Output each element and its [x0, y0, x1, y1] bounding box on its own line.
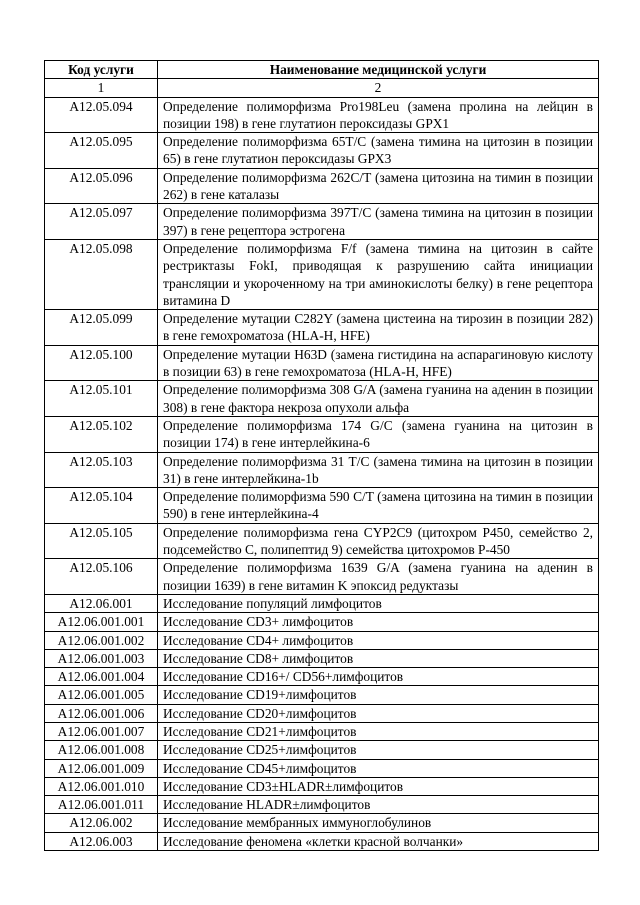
table-row [45, 452, 599, 488]
table-row [45, 488, 599, 524]
table-row [45, 814, 599, 832]
service-name: Определение полиморфизма 308 G/A (замена гуанина на аденин в позиции 308) в гене фактора некроза опухоли альфа [158, 381, 599, 417]
table-body [45, 97, 599, 850]
column-header-code: Код услуги [45, 61, 158, 79]
service-name: Исследование CD45+лимфоцитов [158, 759, 599, 777]
table-row [45, 668, 599, 686]
service-name: Исследование популяций лимфоцитов [158, 594, 599, 612]
table-row [45, 777, 599, 795]
service-name: Исследование мембранных иммуноглобулинов [158, 814, 599, 832]
service-code: A12.06.001.009 [45, 759, 158, 777]
service-name: Определение мутации C282Y (замена цистеина на тирозин в позиции 282) в гене гемохроматоза (HLA-H, HFE) [158, 310, 599, 346]
service-name: Определение полиморфизма 31 T/C (замена тимина на цитозин в позиции 31) в гене интерлейкина-1b [158, 452, 599, 488]
service-name: Исследование CD20+лимфоцитов [158, 704, 599, 722]
service-code: A12.06.001.006 [45, 704, 158, 722]
table-row [45, 704, 599, 722]
table-row [45, 741, 599, 759]
service-name: Определение полиморфизма гена CYP2C9 (цитохром P450, семейство 2, подсемейство C, полипептид 9) семейства цитохромов P-450 [158, 523, 599, 559]
service-name: Определение полиморфизма 397T/C (замена тимина на цитозин в позиции 397) в гене рецептора эстрогена [158, 204, 599, 240]
table-row [45, 594, 599, 612]
service-name: Определение полиморфизма Pro198Leu (замена пролина на лейцин в позиции 198) в гене глутатион пероксидазы GPX1 [158, 97, 599, 133]
service-code: A12.06.001.007 [45, 722, 158, 740]
service-code: A12.05.102 [45, 416, 158, 452]
service-code: A12.06.001.002 [45, 631, 158, 649]
service-code: A12.06.001.010 [45, 777, 158, 795]
service-name: Определение полиморфизма F/f (замена тимина на цитозин в сайте рестриктазы FokI, приводящая к разрушению сайта инициации трансляции и укороченному на три аминокислоты белку) в гене рецептора витамина D [158, 239, 599, 309]
table-row [45, 649, 599, 667]
service-name: Определение мутации H63D (замена гистидина на аспарагиновую кислоту в позиции 63) в гене гемохроматоза (HLA-H, HFE) [158, 345, 599, 381]
service-name: Исследование CD3+ лимфоцитов [158, 613, 599, 631]
service-name: Определение полиморфизма 1639 G/A (замена гуанина на аденин в позиции 1639) в гене витамин K эпоксид редуктазы [158, 559, 599, 595]
document-page [44, 60, 598, 851]
table-row [45, 345, 599, 381]
service-name: Исследование HLADR±лимфоцитов [158, 796, 599, 814]
table-row [45, 613, 599, 631]
table-row [45, 722, 599, 740]
table-header [45, 61, 599, 98]
service-code: A12.05.094 [45, 97, 158, 133]
service-code: A12.05.104 [45, 488, 158, 524]
service-name: Определение полиморфизма 174 G/C (замена гуанина на цитозин в позиции 174) в гене интерлейкина-6 [158, 416, 599, 452]
service-name: Определение полиморфизма 590 C/T (замена цитозина на тимин в позиции 590) в гене интерлейкина-4 [158, 488, 599, 524]
column-number-1: 1 [45, 79, 158, 97]
service-name: Определение полиморфизма 65T/C (замена тимина на цитозин в позиции 65) в гене глутатион пероксидазы GPX3 [158, 133, 599, 169]
service-name: Исследование CD8+ лимфоцитов [158, 649, 599, 667]
service-code: A12.05.095 [45, 133, 158, 169]
service-code: A12.06.001.008 [45, 741, 158, 759]
service-code: A12.05.105 [45, 523, 158, 559]
service-code: A12.06.001.004 [45, 668, 158, 686]
services-table [44, 60, 599, 851]
service-name: Исследование CD25+лимфоцитов [158, 741, 599, 759]
column-number-2: 2 [158, 79, 599, 97]
service-code: A12.05.103 [45, 452, 158, 488]
service-name: Исследование CD16+/ CD56+лимфоцитов [158, 668, 599, 686]
service-code: A12.05.098 [45, 239, 158, 309]
table-row [45, 686, 599, 704]
service-code: A12.06.001 [45, 594, 158, 612]
table-row [45, 168, 599, 204]
table-row [45, 832, 599, 850]
table-row [45, 204, 599, 240]
service-name: Исследование CD3±HLADR±лимфоцитов [158, 777, 599, 795]
service-code: A12.06.001.005 [45, 686, 158, 704]
column-header-name: Наименование медицинской услуги [158, 61, 599, 79]
service-name: Определение полиморфизма 262C/T (замена цитозина на тимин в позиции 262) в гене каталазы [158, 168, 599, 204]
service-code: A12.06.002 [45, 814, 158, 832]
service-code: A12.05.101 [45, 381, 158, 417]
service-name: Исследование феномена «клетки красной волчанки» [158, 832, 599, 850]
table-row [45, 239, 599, 309]
column-number-row [45, 79, 599, 97]
table-row [45, 381, 599, 417]
service-code: A12.06.001.001 [45, 613, 158, 631]
service-name: Исследование CD21+лимфоцитов [158, 722, 599, 740]
table-row [45, 559, 599, 595]
table-row [45, 523, 599, 559]
table-row [45, 133, 599, 169]
service-code: A12.05.097 [45, 204, 158, 240]
service-name: Исследование CD4+ лимфоцитов [158, 631, 599, 649]
service-code: A12.06.001.003 [45, 649, 158, 667]
header-row [45, 61, 599, 79]
table-row [45, 310, 599, 346]
table-row [45, 631, 599, 649]
service-code: A12.06.003 [45, 832, 158, 850]
table-row [45, 759, 599, 777]
service-code: A12.05.096 [45, 168, 158, 204]
service-code: A12.05.100 [45, 345, 158, 381]
table-row [45, 796, 599, 814]
service-code: A12.06.001.011 [45, 796, 158, 814]
service-code: A12.05.099 [45, 310, 158, 346]
table-row [45, 97, 599, 133]
table-row [45, 416, 599, 452]
service-code: A12.05.106 [45, 559, 158, 595]
service-name: Исследование CD19+лимфоцитов [158, 686, 599, 704]
